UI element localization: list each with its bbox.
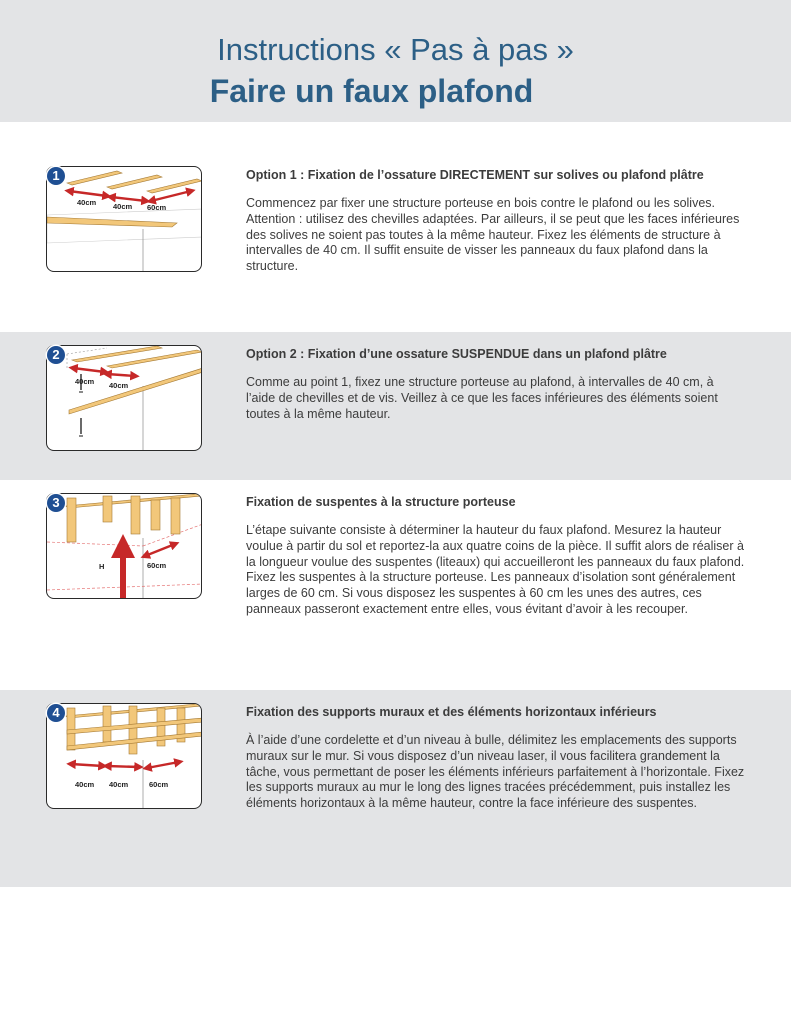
step-4-label-2: 40cm: [109, 780, 129, 789]
step-1-label-2: 40cm: [113, 202, 133, 211]
step-1-section: [0, 122, 791, 332]
step-3-badge: 3: [47, 494, 65, 512]
step-4-section: [0, 690, 791, 887]
page-subtitle: Faire un faux plafond: [209, 73, 534, 109]
joists-icon: [67, 171, 202, 193]
page-title: Instructions « Pas à pas »: [217, 32, 574, 67]
step-1-illustration: [46, 166, 202, 272]
step-2-badge: 2: [47, 346, 65, 364]
step-4-label-3: 60cm: [149, 780, 169, 789]
step-3-title: Fixation de suspentes à la structure porteuse: [246, 495, 516, 509]
step-3-body: L’étape suivante consiste à déterminer la hauteur du faux plafond. Mesurez la hauteur voulue à partir du sol et reportez-la aux quatre coins de la pièce. Il suffit alors de réaliser à la longueur voulue des suspentes (liteaux) qui accueilleront les panneaux du faux plafond. Fixez les suspentes à la structure porteuse. Les panneaux d’isolation sont généralement larges de 60 cm. Si vous disposez les suspentes à 60 cm les unes des autres, ces panneaux passeront exactement entre elles, vous évitant d’avoir à les recouper.: [246, 523, 745, 616]
step-3-section: [0, 480, 791, 690]
step-2-illustration: [46, 345, 202, 451]
step-1-label-1: 40cm: [77, 198, 97, 207]
step-4-label-1: 40cm: [75, 780, 95, 789]
step-4-illustration: [46, 703, 202, 809]
step-2-label-2: 40cm: [109, 381, 129, 390]
step-4-body: À l’aide d’une cordelette et d’un niveau à bulle, délimitez les emplacements des supports muraux sur le mur. Si vous disposez d’un niveau laser, il vous facilitera grandement la tâche, vous permettant de poser les éléments inférieurs parfaitement à l’horizontale. Fixez les supports muraux au mur le long des lignes tracées précédemment, puis installez les éléments horizontaux à la même hauteur, contre la face inférieure des suspentes.: [246, 733, 745, 811]
step-3-label-h: H: [99, 562, 105, 571]
step-3-illustration: [46, 493, 202, 599]
step-4-title: Fixation des supports muraux et des éléments horizontaux inférieurs: [246, 705, 657, 719]
step-1-title: Option 1 : Fixation de l’ossature DIRECTEMENT sur solives ou plafond plâtre: [246, 168, 704, 182]
step-2-label-1: 40cm: [75, 377, 95, 386]
page-header: [0, 0, 791, 122]
step-1-body: Commencez par fixer une structure porteuse en bois contre le plafond ou les solives. Attention : utilisez des chevilles adaptées. Par ailleurs, il se peut que les faces inférieures des solives ne soient pas toutes à la même hauteur. Fixez les éléments de structure à intervalles de 40 cm. Il suffit ensuite de visser les panneaux du faux plafond dans la structure.: [246, 196, 740, 274]
frame-icon: [65, 704, 202, 754]
step-2-section: [0, 332, 791, 480]
step-3-label-60: 60cm: [147, 561, 167, 570]
step-1-badge: 1: [47, 167, 65, 185]
step-2-body: Comme au point 1, fixez une structure porteuse au plafond, à intervalles de 40 cm, à l’aide de chevilles et de vis. Veillez à ce que les faces inférieures des éléments soient toutes à la même hauteur.: [246, 375, 718, 421]
step-2-title: Option 2 : Fixation d’une ossature SUSPENDUE dans un plafond plâtre: [246, 347, 667, 361]
step-4-badge: 4: [47, 704, 65, 722]
step-1-label-3: 60cm: [147, 203, 167, 212]
